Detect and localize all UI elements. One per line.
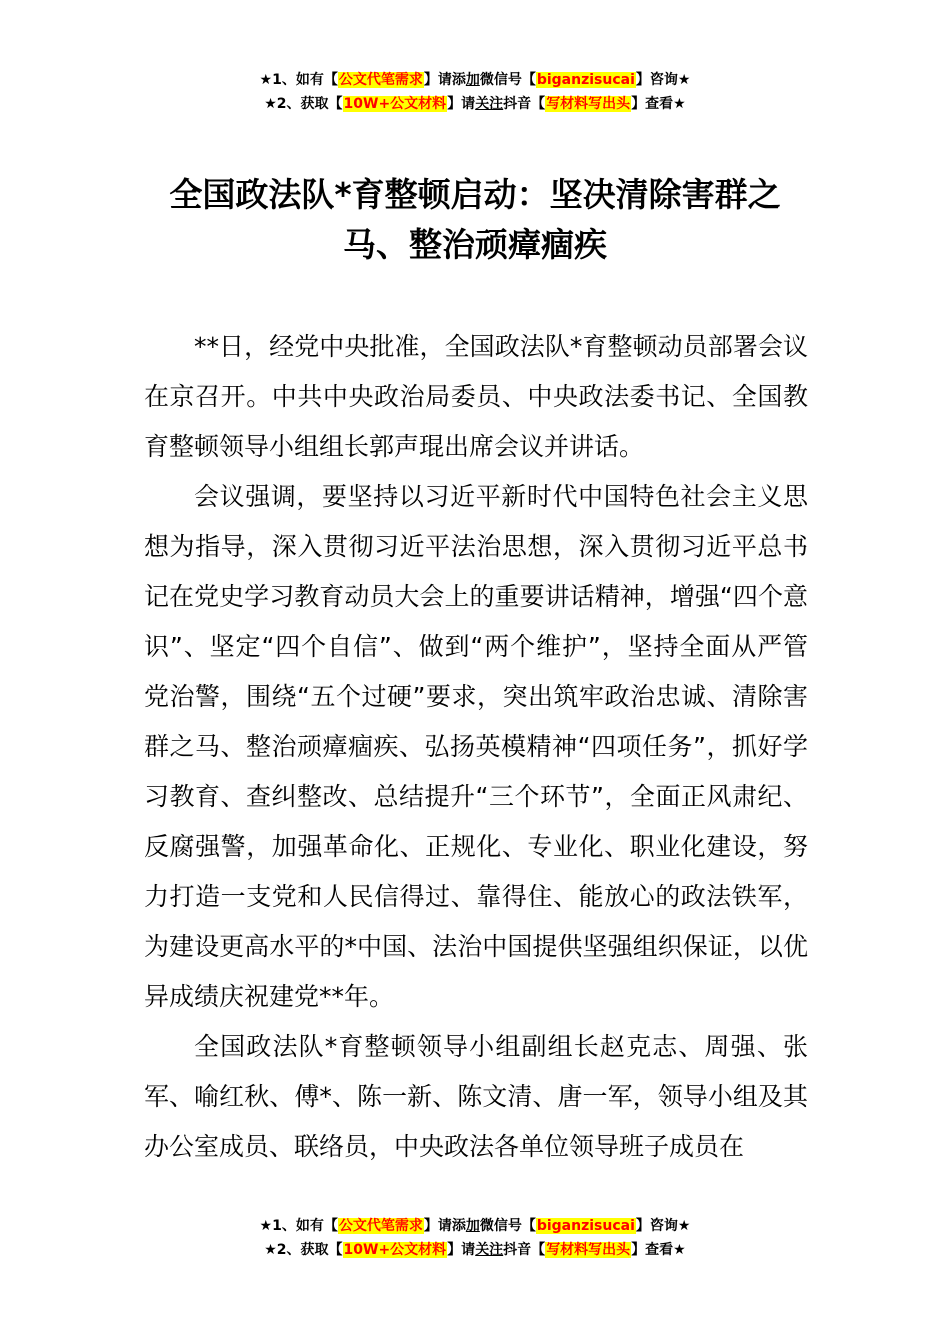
footer-banner <box>0 1214 950 1262</box>
highlight-text: biganzisucai <box>536 1218 635 1234</box>
highlight-text: 写材料写出头 <box>546 1242 631 1258</box>
banner-line-2: ★2、获取【10W+公文材料】请关注抖音【写材料写出头】查看★ <box>264 96 686 112</box>
highlight-text: 10W+公文材料 <box>343 1242 447 1258</box>
paragraph: 全国政法队*育整顿领导小组副组长赵克志、周强、张军、喻红秋、傅*、陈一新、陈文清、唐一军，领导小组及其办公室成员、联络员，中央政法各单位领导班子成员在 <box>144 1032 808 1161</box>
highlight-text: biganzisucai <box>536 72 635 88</box>
paragraph: 会议强调，要坚持以习近平新时代中国特色社会主义思想为指导，深入贯彻习近平法治思想，深入贯彻习近平总书记在党史学习教育动员大会上的重要讲话精神，增强“四个意识”、坚定“四个自信”、做到“两个维护”，坚持全面从严管党治警，围绕“五个过硬”要求，突出筑牢政治忠诚、清除害群之马、整治顽瘴痼疾、弘扬英模精神“四项任务”，抓好学习教育、查纠整改、总结提升“三个环节”，全面正风肃纪、反腐强警，加强革命化、正规化、专业化、职业化建设，努力打造一支党和人民信得过、靠得住、能放心的政法铁军，为建设更高水平的*中国、法治中国提供坚强组织保证，以优异成绩庆祝建党**年。 <box>144 482 808 1011</box>
banner-line-1: ★1、如有【公文代笔需求】请添加微信号【biganzisucai】咨询★ <box>259 72 691 88</box>
highlight-text: 公文代笔需求 <box>338 1218 423 1234</box>
document-title: 全国政法队*育整顿启动：坚决清除害群之马、整治顽瘴痼疾 <box>169 175 781 264</box>
header-banner <box>0 68 950 116</box>
document-body <box>144 322 808 1172</box>
highlight-text: 10W+公文材料 <box>343 96 447 112</box>
paragraph: **日，经党中央批准，全国政法队*育整顿动员部署会议在京召开。中共中央政治局委员、中央政法委书记、全国教育整顿领导小组组长郭声琨出席会议并讲话。 <box>144 332 808 461</box>
banner-line-2: ★2、获取【10W+公文材料】请关注抖音【写材料写出头】查看★ <box>264 1242 686 1258</box>
banner-line-1: ★1、如有【公文代笔需求】请添加微信号【biganzisucai】咨询★ <box>259 1218 691 1234</box>
highlight-text: 公文代笔需求 <box>338 72 423 88</box>
highlight-text: 写材料写出头 <box>546 96 631 112</box>
